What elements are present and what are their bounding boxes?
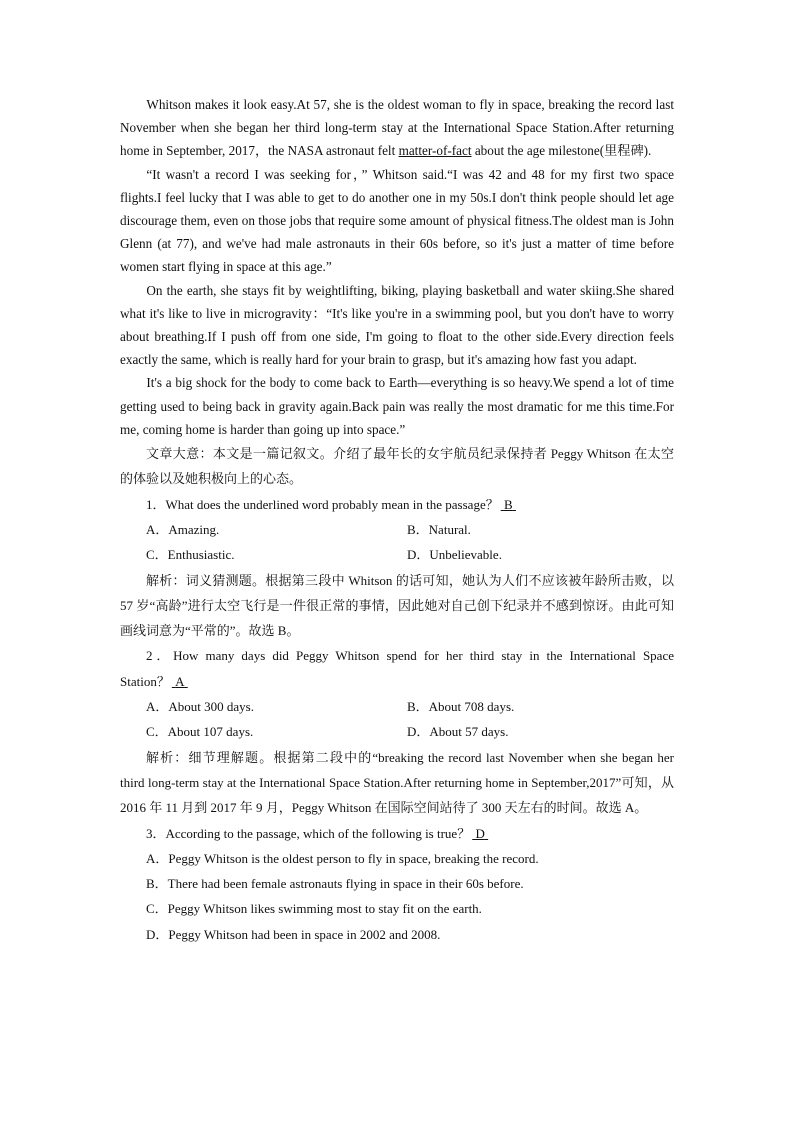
analysis-2: 解析：细节理解题。根据第二段中的“breaking the record last November when she began her third long-term stay at the International Space Station.After returning home in September,2017”可知，从 2016 年 11 月到 2017 年 9 月，Peggy Whitson 在国际空间站待了 300 天左右的时间。故选 A。 [120,749,674,816]
analysis-1: 解析：词义猜测题。根据第三段中 Whitson 的话可知，她认为人们不应该被年龄所击败，以 57 岁“高龄”进行太空飞行是一件很正常的事情，因此她对自己创下纪录并不感到惊讶。由此可知画线词意为“平常的”。故选 B。 [120,572,674,639]
option-b: B．There had been female astronauts flying in space in their 60s before. [146,876,524,892]
option-b: B．About 708 days. [407,699,515,715]
document-page [120,93,674,947]
answer-letter: A [175,673,185,689]
option-row [120,542,674,567]
passage-text: about the age milestone(里程碑). [471,143,652,159]
passage-text: Whitson makes it look easy.At 57, she is the oldest woman to fly in space, breaking the record last November when she began her third long-term stay at the International Space Station.After returning home in September, 2017，the NASA astronaut felt [120,97,674,159]
option-c: C．Peggy Whitson likes swimming most to stay fit on the earth. [146,901,482,917]
option-c: C．Enthusiastic. [146,547,235,563]
passage-paragraph-2: “It wasn't a record I was seeking for，” Whitson said.“I was 42 and 48 for my first two space flights.I feel lucky that I was able to get to do another one in my 50s.I don't think people should let age discourage them, even on those jobs that require some amount of physical fitness.The oldest man is John Glenn (at 77), and we've had male astronauts in their 60s before, so it's just a matter of time before women start flying in space at this age.” [120,166,674,275]
option-d: D．About 57 days. [407,724,509,740]
option-c: C．About 107 days. [146,724,254,740]
answer-blank [470,826,490,841]
option-d: D．Unbelievable. [407,547,502,563]
answer-blank [499,497,518,512]
question-stem: 1．What does the underlined word probably mean in the passage？ [146,496,499,512]
question-2 [120,643,674,694]
option-b: B．Natural. [407,521,471,537]
question-stem: 3．According to the passage, which of the following is true？ [146,825,471,841]
underlined-word: matter-of-fact [398,143,472,159]
option-row [120,719,674,744]
passage-paragraph-4: It's a big shock for the body to come back to Earth—everything is so heavy.We spend a lot of time getting used to being back in gravity again.Back pain was really the most dramatic for me this time.For me, coming home is harder than going up into space.” [120,375,674,437]
summary: 文章大意：本文是一篇记叙文。介绍了最年长的女宇航员纪录保持者 Peggy Whitson 在太空的体验以及她积极向上的心态。 [120,446,674,487]
answer-blank [170,674,190,689]
passage-paragraph-1 [120,93,674,163]
question-3 [120,821,674,846]
option-a: A．About 300 days. [146,699,254,715]
answer-letter: D [475,825,485,841]
question-1 [120,492,674,517]
option-d: D．Peggy Whitson had been in space in 2002 and 2008. [146,926,441,942]
answer-letter: B [503,496,513,512]
question-stem: 2．How many days did Peggy Whitson spend for her third stay in the International Space Station？ [120,648,674,689]
option-row [120,517,674,542]
option-a: A．Peggy Whitson is the oldest person to fly in space, breaking the record. [146,850,539,866]
option-a: A．Amazing. [146,521,220,537]
passage-paragraph-3: On the earth, she stays fit by weightlifting, biking, playing basketball and water skiing.She shared what it's like to live in microgravity：“It's like you're in a swimming pool, but you don't have to worry about breathing.If I push off from one side, I'm going to float to the other side.Every direction feels exactly the same, which is really hard for your brain to grasp, but it's amazing how fast you adapt. [120,282,674,368]
option-row [120,694,674,719]
